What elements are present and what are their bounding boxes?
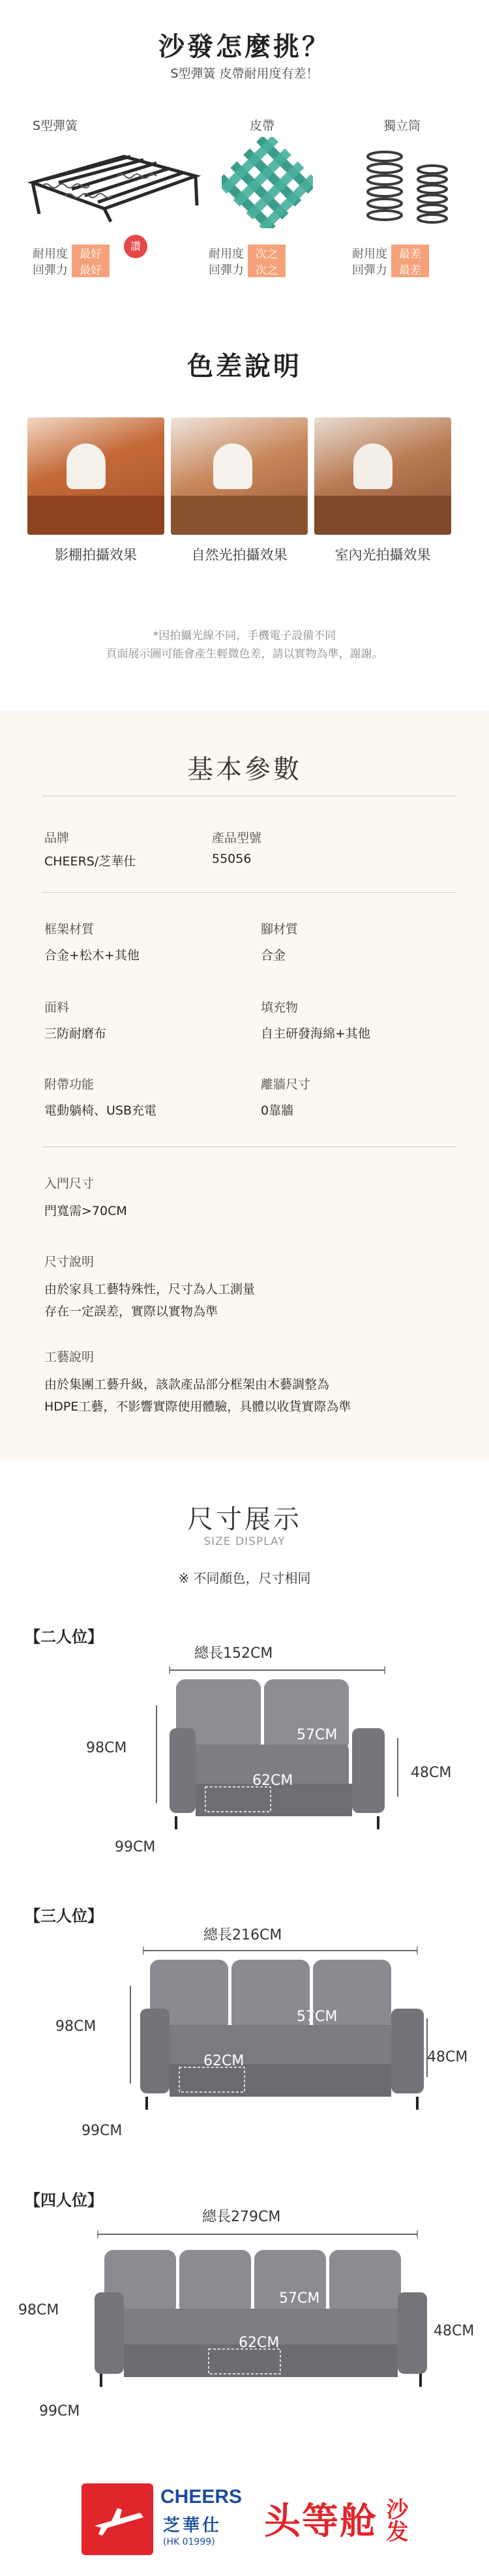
size-note-line2: 存在一定誤差，實際以實物為準	[44, 1304, 218, 1319]
door-value: 門寬需>70CM	[44, 1204, 127, 1218]
spring-durability-badge: 最好	[72, 245, 110, 261]
two-seater-seat-depth: 57CM	[297, 1727, 338, 1743]
feet-label: 腳材質	[261, 922, 299, 936]
two-seater-sofa-diagram	[91, 1666, 404, 1836]
four-seater-seat-width: 62CM	[239, 2335, 280, 2351]
spring-rebound-badge: 最好	[72, 261, 110, 277]
wall-value: 0靠牆	[261, 1103, 294, 1118]
section1-subtitle: S型彈簧 皮帶耐用度有差！	[170, 67, 319, 81]
filling-value: 自主研發海綿+其他	[261, 1026, 370, 1041]
craft-line2: HDPE工藝，不影響實際使用體驗，具體以收貨實際為準	[44, 1400, 351, 1414]
four-seater-label: 【四人位】	[25, 2191, 103, 2209]
belt-durability: 耐用度 次之	[209, 245, 286, 262]
two-seater-length: 總長152CM	[194, 1645, 273, 1662]
size-note: ※ 不同顏色，尺寸相同	[178, 1570, 311, 1586]
four-seater-seat-depth: 57CM	[279, 2290, 320, 2307]
color-note-line1: *因拍攝光線不同，手機電子設備不同	[153, 629, 336, 642]
belt-rebound: 回彈力 次之	[209, 261, 286, 278]
color-note-line2: 頁面展示圖可能會產生輕微色差，請以實物為準，謝謝。	[106, 648, 383, 661]
three-seater-sofa-diagram	[117, 1947, 430, 2116]
two-seater-label: 【二人位】	[25, 1628, 103, 1646]
size-title-en: SIZE DISPLAY	[203, 1535, 286, 1548]
studio-photo	[27, 417, 164, 535]
four-seater-arm: 48CM	[434, 2323, 475, 2339]
three-seater-seat-depth: 57CM	[297, 2009, 338, 2025]
slogan-sofa: 沙发	[382, 2498, 408, 2542]
pocket-spring-image	[355, 143, 460, 228]
three-seater-seat-width: 62CM	[203, 2053, 244, 2069]
col-pocket-label: 獨立筒	[383, 119, 421, 133]
two-seater-arm: 48CM	[411, 1765, 452, 1781]
pocket-durability: 耐用度 最差	[352, 245, 429, 262]
airplane-icon	[82, 2483, 153, 2555]
pocket-rebound-badge: 最差	[391, 261, 429, 277]
size-note-line1: 由於家具工藝特殊性，尺寸為人工測量	[44, 1282, 256, 1296]
function-value: 電動躺椅、USB充電	[44, 1103, 157, 1118]
model-label: 產品型號	[212, 831, 262, 845]
recommend-ribbon: 讚	[124, 235, 147, 258]
slogan: 头等舱	[264, 2500, 378, 2543]
wall-label: 離牆尺寸	[261, 1077, 311, 1092]
s-spring-mechanism-image	[26, 137, 202, 228]
three-seater-length: 總長216CM	[203, 1927, 282, 1943]
pocket-durability-badge: 最差	[391, 245, 429, 261]
col-belt-label: 皮帶	[250, 119, 275, 133]
two-seater-depth: 99CM	[115, 1839, 156, 1855]
airline-logo	[82, 2483, 153, 2555]
four-seater-sofa-diagram	[85, 2230, 430, 2393]
four-seater-length: 總長279CM	[202, 2209, 281, 2225]
fabric-label: 面料	[44, 1000, 70, 1015]
brand-value: CHEERS/芝華仕	[44, 854, 136, 869]
door-label: 入門尺寸	[44, 1176, 95, 1191]
section1-title: 沙發怎麼挑？	[158, 32, 331, 62]
pocket-rebound: 回彈力 最差	[352, 261, 429, 278]
col-spring-label: S型彈簧	[33, 119, 78, 133]
function-label: 附帶功能	[44, 1077, 95, 1092]
craft-line1: 由於集團工藝升級，該款產品部分框架由木藝調整為	[44, 1377, 330, 1392]
spring-rebound: 回彈力 最好	[33, 261, 110, 278]
size-note-label: 尺寸說明	[44, 1255, 95, 1269]
three-seater-label: 【三人位】	[25, 1907, 103, 1925]
belt-mesh-image	[222, 137, 313, 228]
craft-label: 工藝說明	[44, 1350, 95, 1364]
size-title: 尺寸展示	[187, 1505, 302, 1535]
section2-title: 色差說明	[187, 352, 302, 382]
natural-caption: 自然光拍攝效果	[191, 547, 288, 563]
frame-value: 合金+松木+其他	[44, 948, 140, 963]
params-title: 基本參數	[187, 755, 302, 785]
brand-cn: 芝華仕	[163, 2516, 222, 2536]
three-seater-arm: 48CM	[427, 2049, 468, 2065]
indoor-caption: 室內光拍攝效果	[334, 547, 431, 563]
brand-code: (HK 01999)	[163, 2537, 215, 2547]
three-seater-depth: 99CM	[82, 2123, 123, 2139]
four-seater-depth: 99CM	[39, 2403, 80, 2419]
belt-rebound-badge: 次之	[248, 261, 286, 277]
filling-label: 填充物	[261, 1000, 299, 1015]
studio-caption: 影棚拍攝效果	[55, 547, 137, 563]
fabric-value: 三防耐磨布	[44, 1026, 107, 1041]
brand-en: CHEERS	[160, 2486, 243, 2508]
belt-durability-badge: 次之	[248, 245, 286, 261]
frame-label: 框架材質	[44, 922, 95, 936]
brand-label: 品牌	[44, 831, 70, 845]
spring-durability: 耐用度 最好	[33, 245, 110, 262]
indoor-light-photo	[314, 417, 451, 535]
feet-value: 合金	[261, 948, 286, 963]
four-seater-height: 98CM	[18, 2302, 59, 2318]
two-seater-seat-width: 62CM	[252, 1773, 293, 1789]
three-seater-height: 98CM	[55, 2018, 96, 2035]
two-seater-height: 98CM	[86, 1740, 127, 1756]
model-value: 55056	[212, 852, 252, 866]
natural-light-photo	[171, 417, 308, 535]
